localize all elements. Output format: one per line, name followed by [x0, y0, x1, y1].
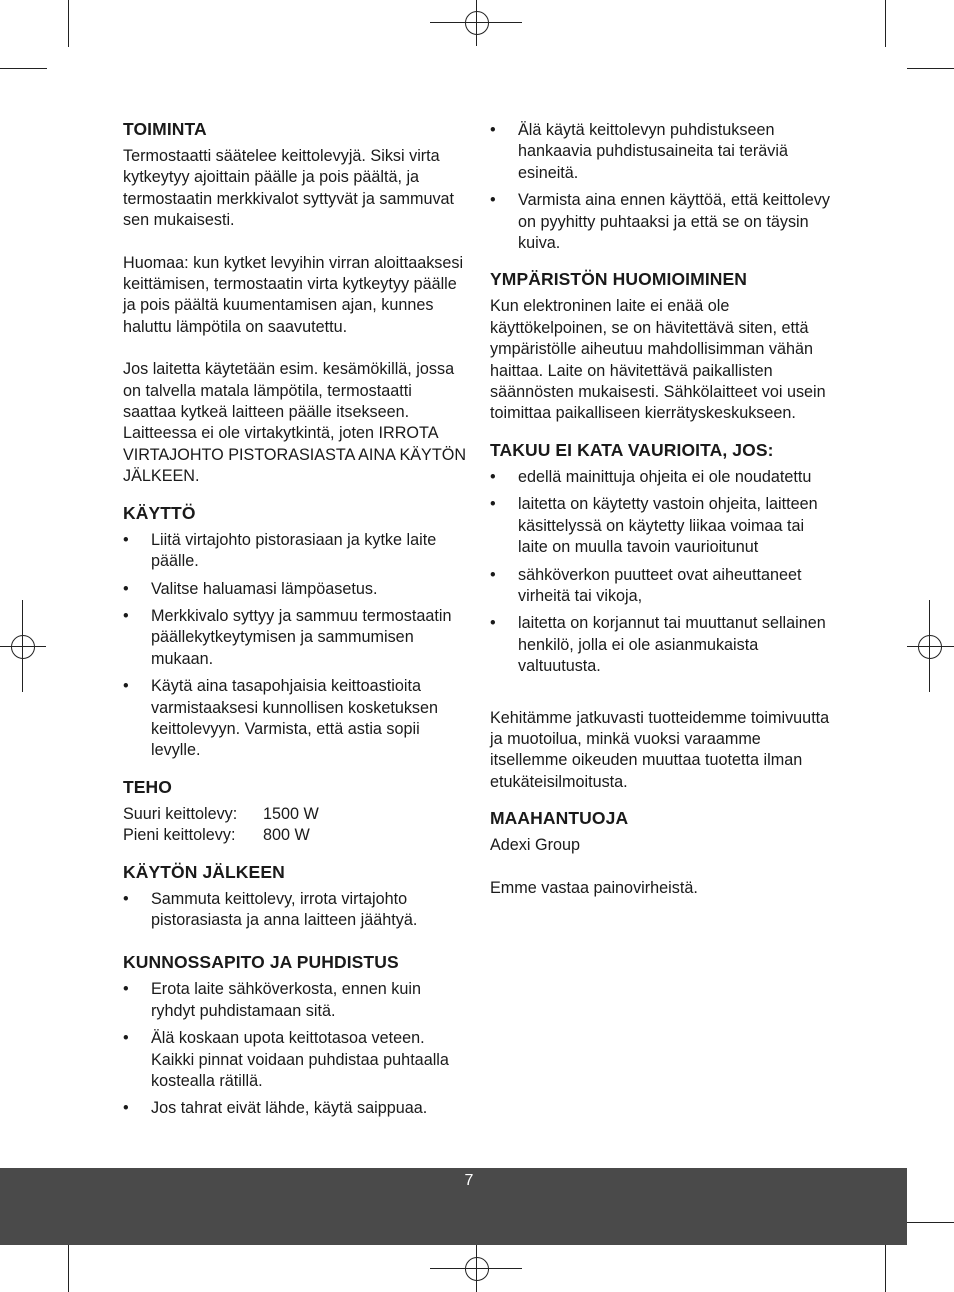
list-item-text: Valitse haluamasi lämpöasetus.	[151, 579, 378, 598]
crop-mark	[68, 1245, 69, 1292]
section-kayton-jalkeen	[123, 861, 468, 932]
spec-label: Suuri keittolevy:	[123, 804, 238, 823]
spec-row	[123, 825, 468, 846]
paragraph: Jos laitetta käytetään esim. kesämökillä, jossa on talvella matala lämpötila, termostaatti saattaa kytkeä laitteen päälle itsekseen. Laitteessa ei ole virtakytkintä, joten IRROTA VIRTAJOHTO PISTORASIASTA AINA KÄYTÖN JÄLKEEN.	[123, 360, 467, 486]
list-item	[123, 606, 468, 670]
registration-circle	[465, 1257, 489, 1281]
list-item-text: Käytä aina tasapohjaisia keittoastioita varmistaaksesi kunnollisen kosketuksen keittolevyyn. Varmista, että astia sopii levylle.	[151, 677, 439, 760]
bullet-list	[123, 530, 468, 762]
spec-value: 800 W	[263, 826, 310, 845]
bullet-icon: •	[123, 980, 129, 999]
list-item	[490, 120, 835, 184]
bullet-list	[490, 120, 835, 254]
section-heading: MAAHANTUOJA	[490, 808, 629, 829]
bullet-list	[123, 889, 468, 932]
list-item	[123, 979, 468, 1022]
bullet-icon: •	[490, 565, 496, 584]
list-item-text: Varmista aina ennen käyttöä, että keittolevy on pyyhitty puhtaaksi ja että se on täysin kuiva.	[518, 191, 830, 253]
list-item-text: sähköverkon puutteet ovat aiheuttaneet virheitä tai vikoja,	[518, 565, 802, 605]
bullet-icon: •	[123, 1099, 129, 1118]
bullet-icon: •	[123, 530, 129, 549]
registration-circle	[11, 635, 35, 659]
crop-mark	[885, 0, 886, 47]
paragraph: Kun elektroninen laite ei enää ole käyttökelpoinen, se on hävitettävä siten, että ympäristölle aiheutuu mahdollisimman vähän haittaa. Laite on hävitettävä paikallisten säännösten mukaisesti. Sähkölaitteet voi usein toimittaa paikalliseen kierrätyskeskukseen.	[490, 297, 826, 423]
bullet-list	[123, 979, 468, 1119]
page-number: 7	[464, 1172, 474, 1189]
crop-mark	[68, 0, 69, 47]
section-heading: TAKUU EI KATA VAURIOITA, JOS:	[490, 439, 774, 460]
list-item	[123, 530, 468, 573]
company-name: Adexi Group	[490, 836, 580, 855]
list-item-text: Merkkivalo syttyy ja sammuu termostaatin päällekytkeytymisen ja sammumisen mukaan.	[151, 606, 452, 668]
section-heading: YMPÄRISTÖN HUOMIOIMINEN	[490, 269, 748, 290]
bullet-icon: •	[123, 606, 129, 625]
section-teho	[123, 776, 468, 847]
list-item	[123, 676, 468, 762]
section-heading: TEHO	[123, 776, 173, 797]
section-takuu	[490, 439, 835, 793]
crop-mark	[0, 68, 47, 69]
section-heading: KÄYTÖN JÄLKEEN	[123, 861, 285, 882]
list-item	[123, 579, 468, 600]
crop-mark	[885, 1245, 886, 1292]
bullet-icon: •	[123, 889, 129, 908]
section-heading: KÄYTTÖ	[123, 502, 196, 523]
right-column	[490, 118, 835, 913]
bullet-icon: •	[490, 191, 496, 210]
list-item-text: laitetta on käytetty vastoin ohjeita, laitteen käsittelyssä on käytetty liikaa voimaa tai laite on muulla tavoin vaurioitunut	[518, 495, 818, 557]
bullet-icon: •	[123, 677, 129, 696]
registration-circle	[465, 11, 489, 35]
section-kunnossapito	[123, 951, 468, 1119]
list-item	[490, 494, 835, 558]
paragraph: Huomaa: kun kytket levyihin virran aloittaaksesi keittämisen, termostaatin virta kytkeytyy päälle ja pois päältä kuumentamisen ajan, kunnes haluttu lämpötila on saavutettu.	[123, 253, 464, 336]
spec-value: 1500 W	[263, 804, 319, 823]
list-item-text: Älä koskaan upota keittotasoa veteen. Kaikki pinnat voidaan puhdistaa puhtaalla kostealla rätillä.	[151, 1029, 449, 1090]
section-kaytto	[123, 502, 468, 762]
spec-row	[123, 804, 468, 825]
section-ymparisto	[490, 268, 835, 424]
list-item-text: Sammuta keittolevy, irrota virtajohto pistorasiasta ja anna laitteen jäähtyä.	[151, 889, 418, 929]
section-heading: KUNNOSSAPITO JA PUHDISTUS	[123, 952, 399, 973]
spec-label: Pieni keittolevy:	[123, 826, 236, 845]
crop-mark	[907, 68, 954, 69]
bullet-icon: •	[490, 614, 496, 633]
list-item-text: Erota laite sähköverkosta, ennen kuin ryhdyt puhdistamaan sitä.	[151, 980, 421, 1020]
bullet-icon: •	[490, 121, 496, 139]
list-item-text: Liitä virtajohto pistorasiaan ja kytke laite päälle.	[151, 530, 437, 571]
list-item	[123, 889, 468, 932]
list-item	[123, 1098, 468, 1119]
bullet-icon: •	[490, 495, 496, 514]
left-column	[123, 118, 468, 1134]
list-item-text: Älä käytä keittolevyn puhdistukseen hankaavia puhdistusaineita tai teräviä esineitä.	[518, 121, 788, 182]
list-item	[490, 613, 835, 677]
bullet-icon: •	[490, 467, 496, 486]
paragraph: Termostaatti säätelee keittolevyjä. Siksi virta kytkeytyy ajoittain päälle ja pois päältä, ja termostaatin merkkivalot syttyvät ja sammuvat sen mukaisesti.	[123, 147, 455, 230]
section-kunnossapito-continued	[490, 120, 835, 254]
bullet-icon: •	[123, 1029, 129, 1048]
section-maahantuoja	[490, 807, 835, 899]
bullet-icon: •	[123, 579, 129, 598]
registration-circle	[918, 635, 942, 659]
list-item	[490, 190, 835, 254]
list-item-text: Jos tahrat eivät lähde, käytä saippuaa.	[151, 1099, 428, 1118]
list-item-text: edellä mainittuja ohjeita ei ole noudatettu	[518, 467, 812, 486]
paragraph: Kehitämme jatkuvasti tuotteidemme toimivuutta ja muotoilua, minkä vuoksi varaamme itsellemme oikeuden muuttaa tuotetta ilman etukäteisilmoitusta.	[490, 708, 830, 791]
section-toiminta	[123, 118, 468, 488]
bullet-list	[490, 467, 835, 678]
section-heading: TOIMINTA	[123, 119, 207, 139]
list-item	[490, 467, 835, 488]
list-item-text: laitetta on korjannut tai muuttanut sellainen henkilö, jolla ei ole asianmukaista valtuutusta.	[518, 614, 826, 676]
crop-mark	[907, 1222, 954, 1223]
disclaimer: Emme vastaa painovirheistä.	[490, 878, 698, 897]
list-item	[490, 565, 835, 608]
list-item	[123, 1028, 468, 1092]
